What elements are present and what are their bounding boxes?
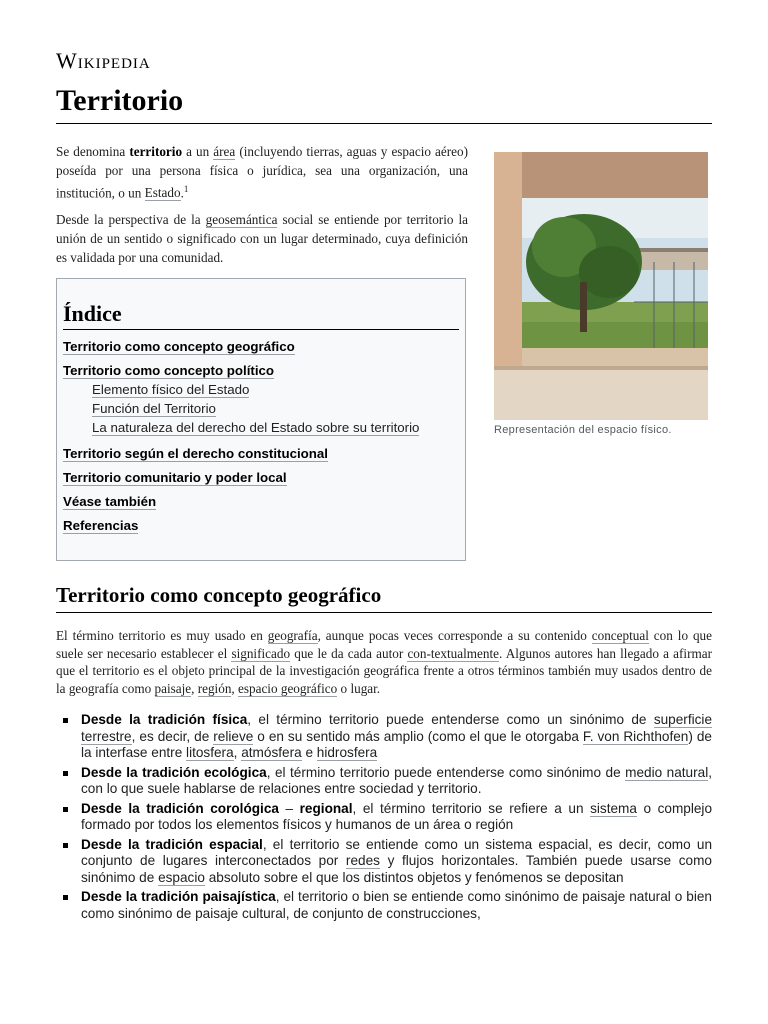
bold-term: Desde la tradición corológica [81,800,279,816]
tradition-item [56,801,712,834]
text-run: o en su sentido más amplio (como el que le otorgaba [253,728,583,744]
tradition-item [56,712,712,762]
toc-item-label: Elemento físico del Estado [92,382,250,397]
bold-term: Desde la tradición ecológica [81,764,267,780]
bold-term: Desde la tradición física [81,712,248,727]
text-run: , [231,680,239,696]
text-run: Se denomina [56,144,130,159]
text-run: , el término territorio puede entenderse como sinónimo de [266,764,626,780]
toc-item-label: Función del Territorio [92,401,216,416]
figure-caption: Representación del espacio físico. [494,424,672,436]
text-run: , [191,680,198,696]
text-run: Desde la perspectiva de la [56,212,206,227]
text-run: , el término territorio se refiere a un [352,800,591,816]
inline-link[interactable]: F. von Richthofen [582,728,689,744]
text-run: (incluyendo tierras, aguas y espacio aéreo) poseída por una persona física o jurídica, sea una organización, una institución, o un [56,144,468,201]
text-run: o lugar. [337,680,381,696]
text-run: , es decir, de [131,728,214,744]
territory-photo[interactable] [494,152,708,420]
text-run: , [233,745,242,760]
text-run: e [301,745,317,760]
inline-link[interactable]: litosfera [186,745,234,760]
toc-item-label: Véase también [63,494,157,509]
inline-link[interactable]: hidrosfera [316,745,378,760]
text-run: y flujos horizontales. También puede usarse como sinónimo de [81,853,712,885]
toc-title: Índice [63,301,459,330]
inline-link[interactable]: superficie terrestre [81,712,713,744]
bold-term: Desde la tradición espacial [81,836,263,852]
text-run: – [278,800,300,816]
section-heading-geografico: Territorio como concepto geográfico [56,583,712,613]
inline-link[interactable]: región [197,680,232,696]
toc-item[interactable] [63,445,459,462]
tradition-item [56,837,712,887]
window-view-illustration [494,152,708,420]
inline-link[interactable]: Estado [144,185,181,201]
inline-link[interactable]: atmósfera [241,745,302,760]
toc-item-label: Territorio según el derecho constitucional [63,446,328,461]
reference-link[interactable]: 1 [183,184,189,194]
inline-link[interactable]: área [213,144,236,159]
text-run: que le da cada autor [290,645,408,661]
toc-item-label: Territorio comunitario y poder local [63,470,287,485]
toc-item[interactable] [63,493,459,510]
text-run: , el territorio o bien se entiende como sinónimo de paisaje natural o bien como sinónimo de paisaje cultural, de conjunto de construcciones, [81,889,712,921]
toc-item[interactable] [63,338,459,355]
text-run: o complejo formado por todos los elementos físicos y humanos de un área o región [81,800,713,832]
inline-link[interactable]: espacio [158,869,205,885]
toc-item[interactable] [63,420,459,436]
text-run: , con lo que suele hablarse de relaciones entre sociedad y territorio. [81,764,712,796]
inline-link[interactable]: sistema [590,800,637,816]
toc-item-label: Territorio como concepto geográfico [63,339,295,354]
inline-link[interactable]: con-textualmente [407,645,499,661]
toc-item[interactable] [63,469,459,486]
toc-item[interactable] [63,382,459,398]
inline-link[interactable]: paisaje [154,680,192,696]
tradition-item [56,889,712,922]
infobox-figure [494,152,712,436]
text-run: . [180,185,184,201]
toc-item[interactable] [63,401,459,417]
inline-link[interactable]: significado [231,645,291,661]
toc-item-label: Referencias [63,518,139,533]
bold-term: regional [299,800,353,816]
text-run: , aunque pocas veces corresponde a su contenido [317,628,592,643]
section-paragraph [56,627,712,697]
table-of-contents [56,278,466,561]
text-run: , el término territorio puede entenderse como un sinónimo de [247,712,654,727]
page-title: Territorio [56,84,712,124]
text-run: , el territorio se entiende como un sistema espacial, es decir, como un conjunto de lugares interconectados por [81,836,713,868]
inline-link[interactable]: medio natural [625,764,709,780]
text-run: . Algunos autores han llegado a afirmar que el territorio es el objeto principal de la investigación geográfica frente a otros términos también muy usados dentro de la geografía como [56,645,712,696]
toc-item[interactable] [63,517,459,534]
text-run: con lo que suele ser necesario establecer el [56,628,713,661]
text-run: ) de la interfase entre [81,728,712,760]
toc-item-label: La naturaleza del derecho del Estado sobre su territorio [92,420,420,435]
inline-link[interactable]: geosemántica [205,212,278,227]
tradition-item [56,765,712,798]
bold-term: Desde la tradición paisajística [81,889,276,904]
lead-paragraph-2 [56,210,468,267]
toc-item[interactable] [63,362,459,379]
inline-link[interactable]: redes [345,853,380,868]
toc-item-label: Territorio como concepto político [63,363,275,378]
tradition-list [56,712,712,925]
inline-link[interactable]: espacio geográfico [238,680,338,696]
inline-link[interactable]: geografía [267,628,318,643]
text-run: absoluto sobre el que los distintos objetos y fenómenos se depositan [204,869,624,885]
inline-link[interactable]: relieve [213,728,254,744]
text-run: El término territorio es muy usado en [56,628,268,643]
toc-list [63,338,459,534]
wikipedia-wordmark[interactable]: Wikipedia [56,48,151,73]
text-run: social se entiende por territorio la unión de un sentido o significado con un lugar determinado, cuya definición es validada por una comunidad. [56,212,468,265]
inline-link[interactable]: conceptual [591,628,649,643]
text-run: a un [182,144,214,159]
lead-paragraph-1 [56,142,468,202]
bold-term: territorio [129,144,183,159]
